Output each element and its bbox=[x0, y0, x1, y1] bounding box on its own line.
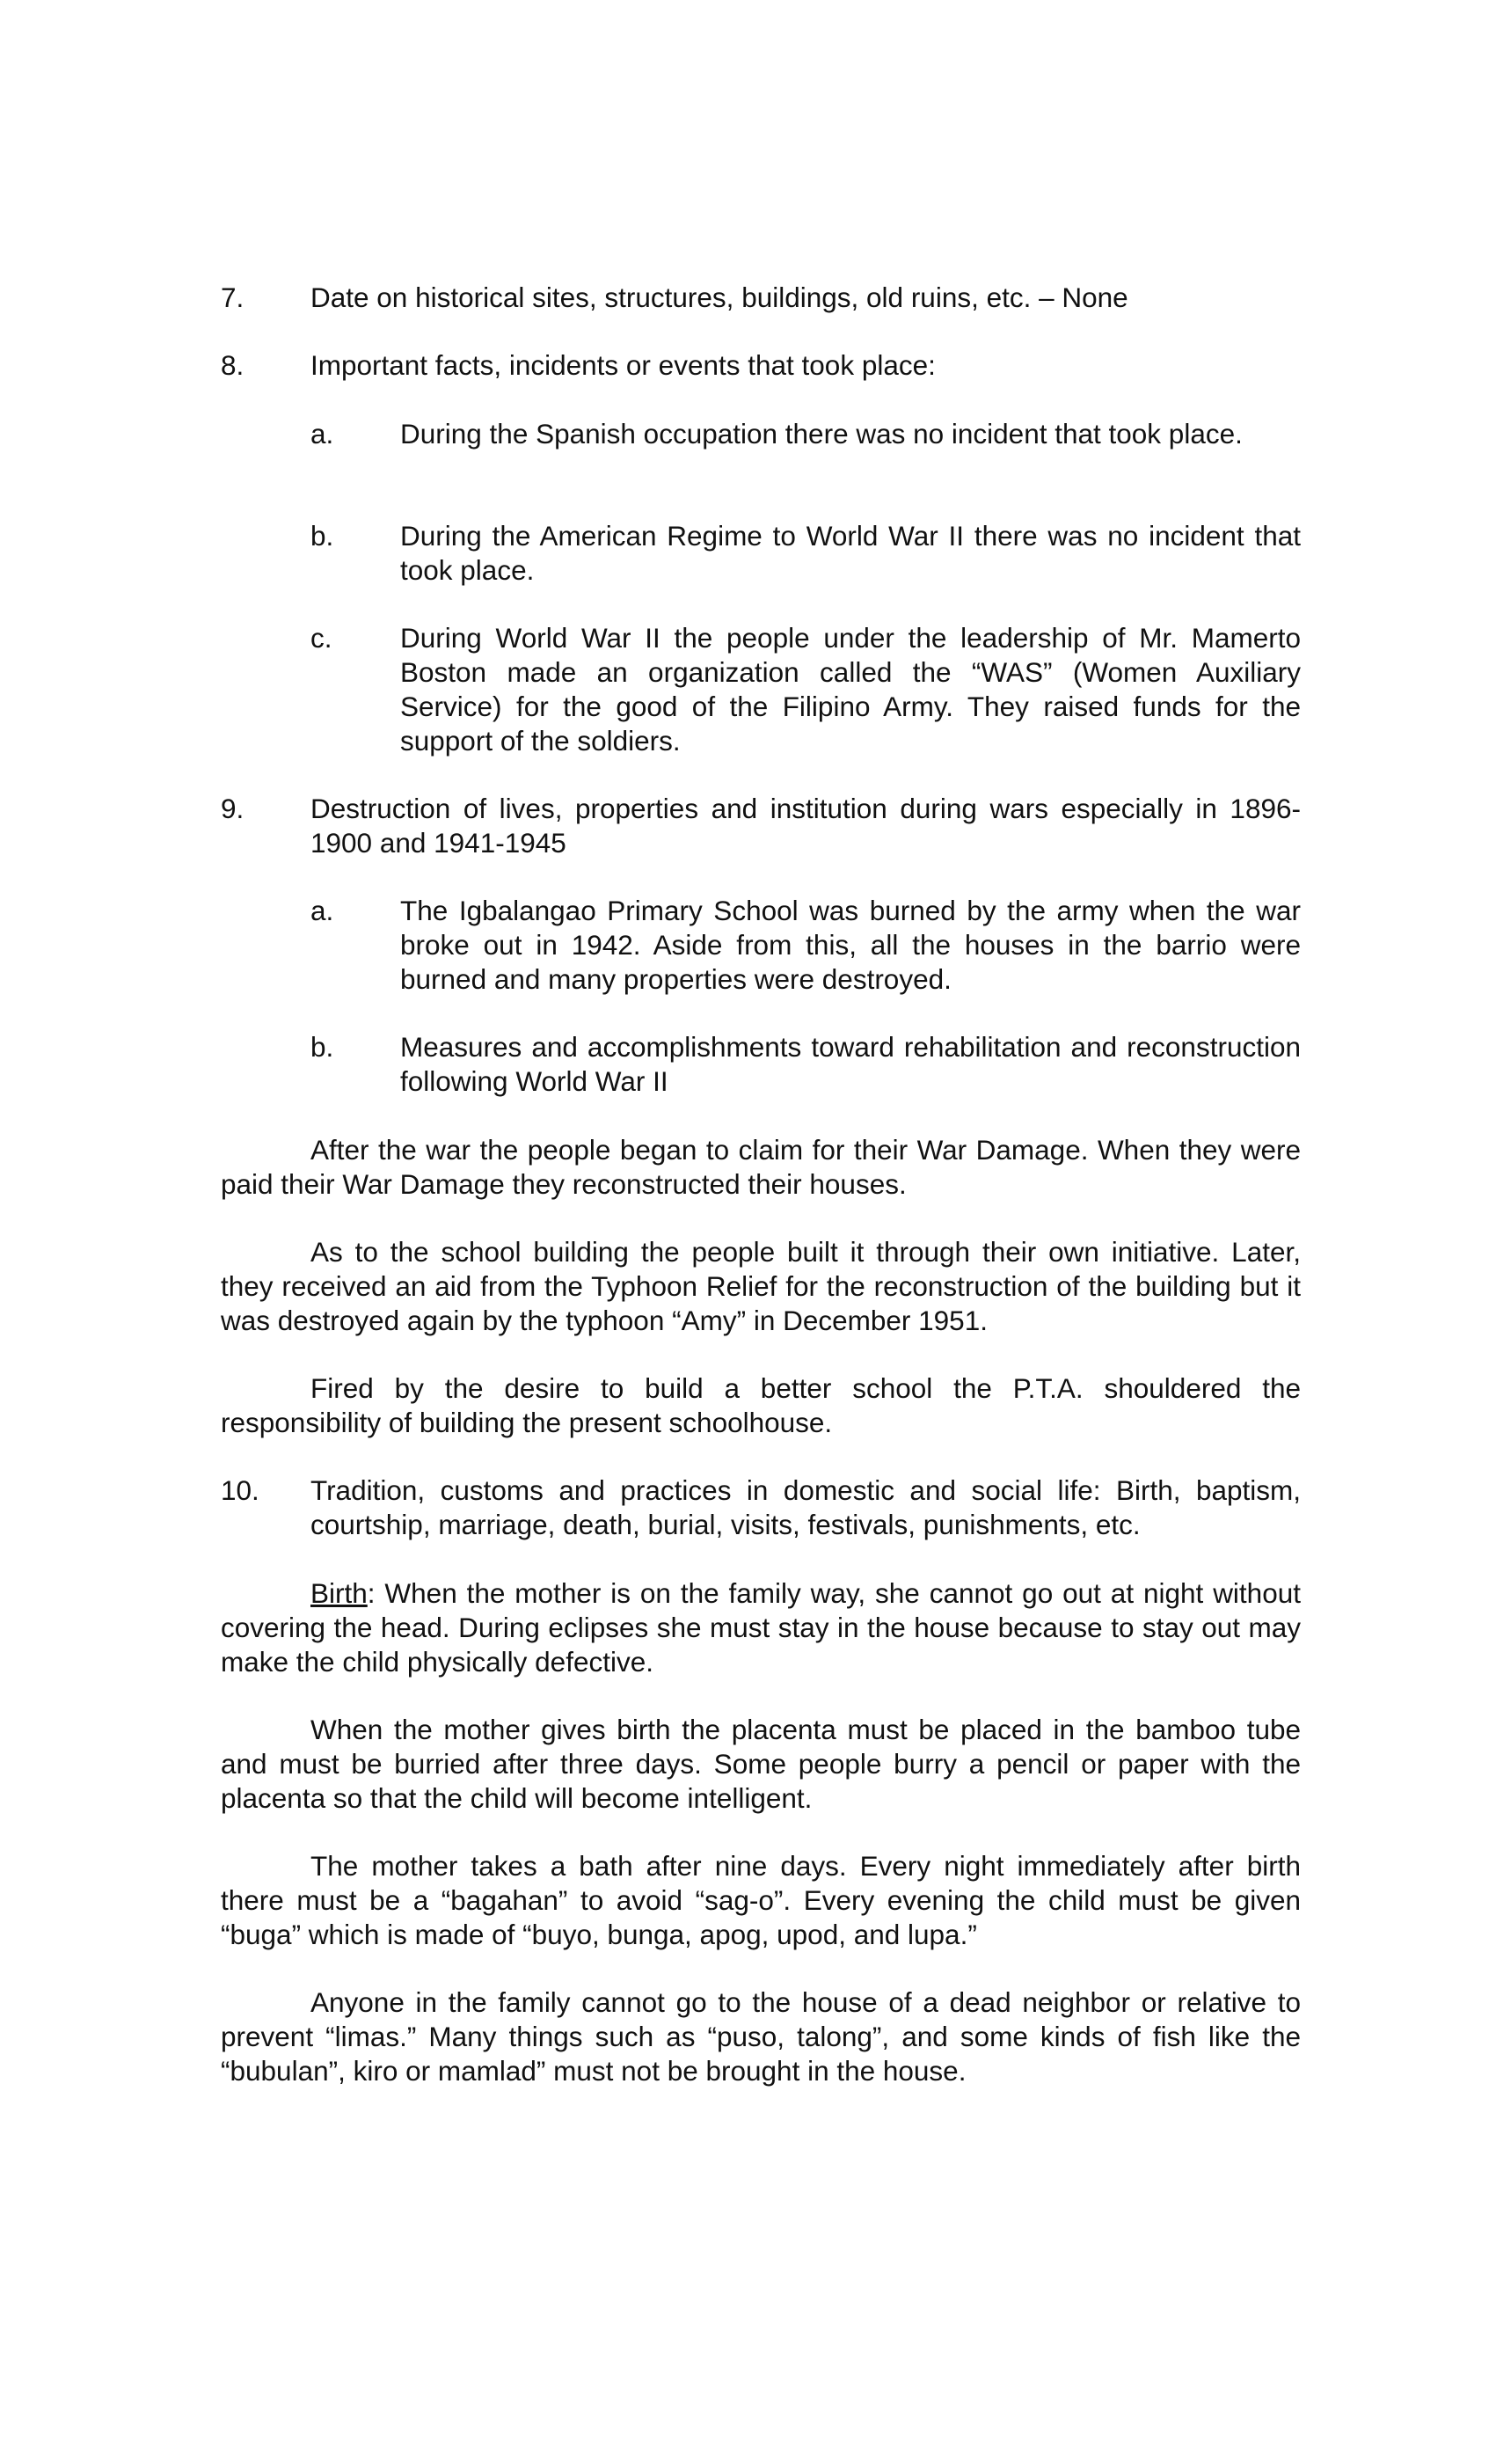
item-10-number: 10. bbox=[221, 1474, 259, 1506]
paragraph-placenta: When the mother gives birth the placenta must be placed in the bamboo tube and must be burried after three days. Some people burry a pencil or paper with the placenta so that the child will become intelligent. bbox=[221, 1714, 1301, 1814]
item-8a-text: During the Spanish occupation there was no incident that took place. bbox=[400, 418, 1243, 450]
item-10-text: Tradition, customs and practices in domestic and social life: Birth, baptism, courtship, marriage, death, burial, visits, festivals, punishments, etc. bbox=[310, 1474, 1301, 1540]
item-9-number: 9. bbox=[221, 793, 244, 824]
paragraph-school-building: As to the school building the people built it through their own initiative. Later, they received an aid from the Typhoon Relief for the reconstruction of the building but it was destroyed again by the typhoon “Amy” in December 1951. bbox=[221, 1236, 1301, 1336]
item-8a-label: a. bbox=[310, 418, 334, 450]
paragraph-bath: The mother takes a bath after nine days. Every night immediately after birth there must be a “bagahan” to avoid “sag-o”. Every evening the child must be given “buga” which is made of “buyo, bunga, apog, upod, and lupa.” bbox=[221, 1850, 1301, 1950]
item-8b-label: b. bbox=[310, 520, 334, 552]
item-8c-text: During World War II the people under the leadership of Mr. Mamerto Boston made an organization called the “WAS” (Women Auxiliary Service) for the good of the Filipino Army. They raised funds for the support of the soldiers. bbox=[400, 622, 1301, 757]
item-9a-text: The Igbalangao Primary School was burned by the army when the war broke out in 1942. Aside from this, all the houses in the barrio were burned and many properties were destroyed. bbox=[400, 895, 1301, 995]
item-9b-text: Measures and accomplishments toward rehabilitation and reconstruction following World War II bbox=[400, 1031, 1301, 1097]
birth-heading: Birth bbox=[310, 1577, 368, 1609]
birth-text: : When the mother is on the family way, she cannot go out at night without covering the head. During eclipses she must stay in the house because to stay out may make the child physically defective. bbox=[221, 1577, 1301, 1678]
item-8c-label: c. bbox=[310, 622, 332, 654]
item-9b-label: b. bbox=[310, 1031, 334, 1063]
item-8-text: Important facts, incidents or events that took place: bbox=[310, 349, 936, 381]
item-8-number: 8. bbox=[221, 349, 244, 381]
item-8b-text: During the American Regime to World War II there was no incident that took place. bbox=[400, 520, 1301, 586]
paragraph-birth bbox=[221, 1576, 1301, 1679]
item-9-text: Destruction of lives, properties and institution during wars especially in 1896-1900 and 1941-1945 bbox=[310, 793, 1301, 859]
item-7-number: 7. bbox=[221, 281, 244, 313]
paragraph-dead-neighbor: Anyone in the family cannot go to the house of a dead neighbor or relative to prevent “limas.” Many things such as “puso, talong”, and some kinds of fish like the “bubulan”, kiro or mamlad” must not be brought in the house. bbox=[221, 1986, 1301, 2087]
paragraph-war-damage: After the war the people began to claim for their War Damage. When they were paid their War Damage they reconstructed their houses. bbox=[221, 1134, 1301, 1200]
item-7-text: Date on historical sites, structures, buildings, old ruins, etc. – None bbox=[310, 281, 1128, 313]
item-9a-label: a. bbox=[310, 895, 334, 926]
paragraph-pta: Fired by the desire to build a better school the P.T.A. shouldered the responsibility of building the present schoolhouse. bbox=[221, 1372, 1301, 1438]
